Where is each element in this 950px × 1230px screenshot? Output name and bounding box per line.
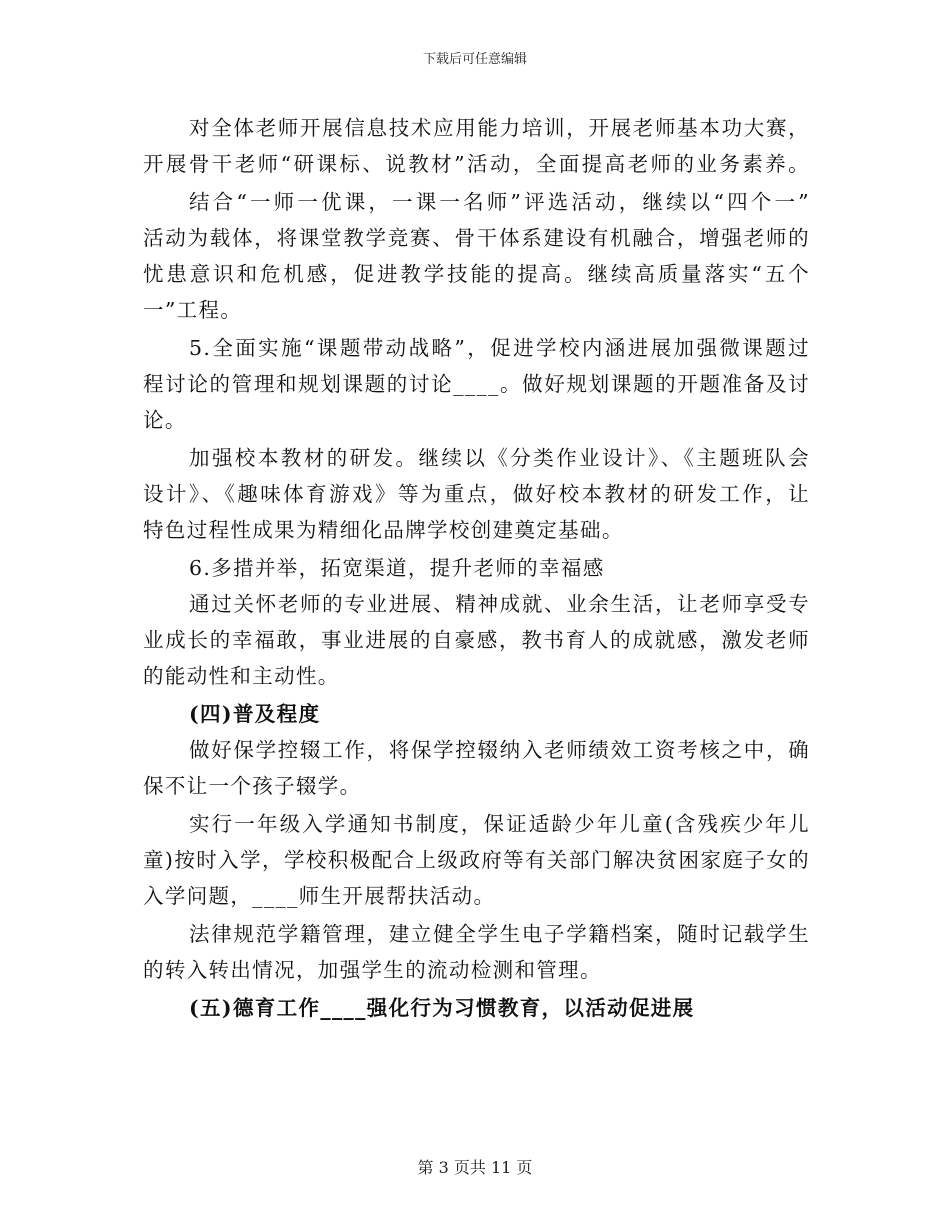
paragraph-line: 开展骨干老师“研课标、说教材”活动，全面提高老师的业务素养。 (143, 152, 810, 176)
paragraph-line: 的能动性和主动性。 (143, 664, 340, 688)
paragraph-line: 结合“一师一优课，一课一名师”评选活动，继续以“四个一” (189, 190, 810, 214)
numbered-item-5: 5.全面实施“课题带动战略”，促进学校内涵进展加强微课题过 (189, 336, 810, 360)
section-heading-4: (四)普及程度 (189, 702, 321, 726)
paragraph-line: 设计》、《趣味体育游戏》等为重点，做好校本教材的研发工作，让 (143, 482, 810, 506)
paragraph-line: 特色过程性成果为精细化品牌学校创建奠定基础。 (143, 518, 624, 542)
paragraph-line: 做好保学控辍工作，将保学控辍纳入老师绩效工资考核之中，确 (189, 738, 810, 762)
paragraph-line: 法律规范学籍管理，建立健全学生电子学籍档案，随时记载学生 (189, 922, 810, 946)
paragraph-line: 保不让一个孩子辍学。 (143, 774, 362, 798)
page-header: 下载后可任意编辑 (422, 52, 527, 67)
paragraph-line: 活动为载体，将课堂教学竞赛、骨干体系建设有机融合，增强老师的 (143, 226, 810, 250)
section-heading-5: (五)德育工作____强化行为习惯教育，以活动促进展 (189, 996, 695, 1020)
document-body (143, 110, 810, 1026)
numbered-item-6: 6.多措并举，拓宽渠道，提升老师的幸福感 (189, 556, 605, 580)
paragraph-line: 对全体老师开展信息技术应用能力培训，开展老师基本功大赛， (189, 116, 810, 140)
paragraph-line: 程讨论的管理和规划课题的讨论____。做好规划课题的开题准备及讨 (143, 372, 810, 396)
paragraph-line: 入学问题，____师生开展帮扶活动。 (143, 884, 496, 908)
paragraph-line: 童)按时入学，学校积极配合上级政府等有关部门解决贫困家庭子女的 (143, 848, 810, 872)
paragraph-line: 业成长的幸福敢，事业进展的自豪感，教书育人的成就感，激发老师 (143, 628, 810, 652)
paragraph-line: 论。 (143, 408, 187, 432)
page-number: 第 3 页共 11 页 (417, 1158, 533, 1177)
paragraph-line: 通过关怀老师的专业进展、精神成就、业余生活，让老师享受专 (189, 592, 810, 616)
paragraph-line: 实行一年级入学通知书制度，保证适龄少年儿童(含残疾少年儿 (189, 812, 810, 836)
paragraph-line: 忧患意识和危机感，促进教学技能的提高。继续高质量落实“五个 (143, 262, 810, 286)
paragraph-line: 一”工程。 (143, 298, 243, 322)
paragraph-line: 的转入转出情况，加强学生的流动检测和管理。 (143, 958, 602, 982)
paragraph-line: 加强校本教材的研发。继续以《分类作业设计》、《主题班队会 (189, 446, 810, 470)
